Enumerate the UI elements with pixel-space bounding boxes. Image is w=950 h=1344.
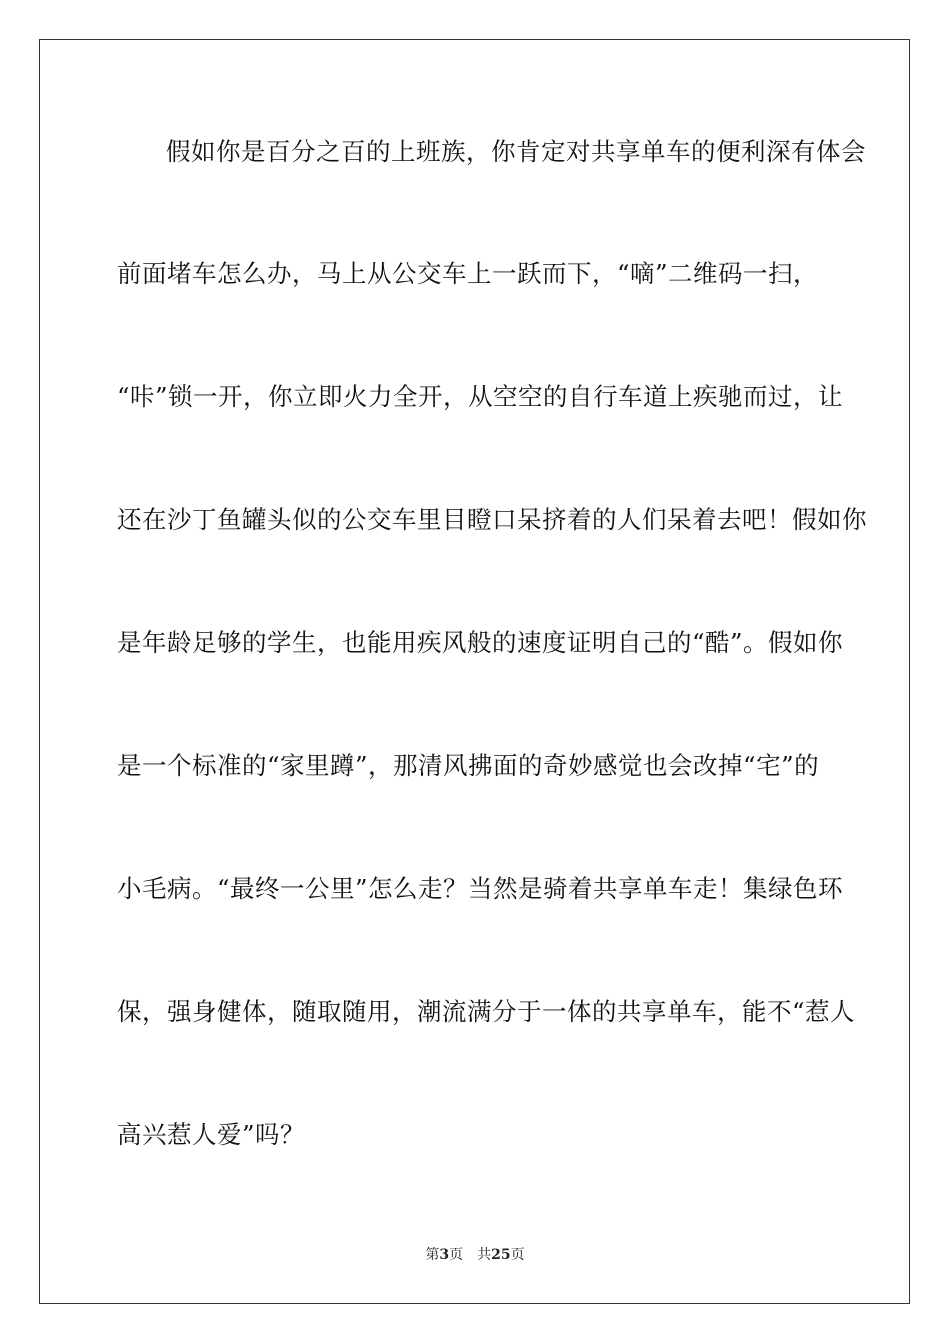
paragraph-line-6: 是一个标准的“家里蹲”，那清风拂面的奇妙感觉也会改掉“宅”的 — [117, 751, 820, 780]
total-prefix: 共 — [477, 1247, 492, 1263]
paragraph-line-2: 前面堵车怎么办，马上从公交车上一跃而下，“嘀”二维码一扫， — [117, 259, 819, 288]
paragraph-line-9: 高兴惹人爱”吗？ — [117, 1120, 306, 1149]
paragraph-line-5: 是年龄足够的学生，也能用疾风般的速度证明自己的“酷”。假如你 — [117, 628, 844, 657]
paragraph-line-4: 还在沙丁鱼罐头似的公交车里目瞪口呆挤着的人们呆着去吧！假如你 — [117, 505, 867, 534]
page-footer — [0, 1246, 950, 1264]
total-suffix: 页 — [510, 1247, 525, 1263]
paragraph-line-7: 小毛病。“最终一公里”怎么走？当然是骑着共享单车走！集绿色环 — [117, 874, 844, 903]
paragraph-line-3: “咔”锁一开，你立即火力全开，从空空的自行车道上疾驰而过，让 — [117, 382, 844, 411]
page-number: 3 — [439, 1247, 450, 1263]
page-border — [39, 39, 910, 1304]
paragraph-line-1: 假如你是百分之百的上班族，你肯定对共享单车的便利深有体会 — [166, 137, 866, 166]
page-prefix: 第 — [425, 1247, 440, 1263]
paragraph-line-8: 保，强身健体，随取随用，潮流满分于一体的共享单车，能不“惹人 — [117, 997, 856, 1026]
total-pages: 25 — [491, 1247, 511, 1263]
page-suffix: 页 — [449, 1247, 464, 1263]
